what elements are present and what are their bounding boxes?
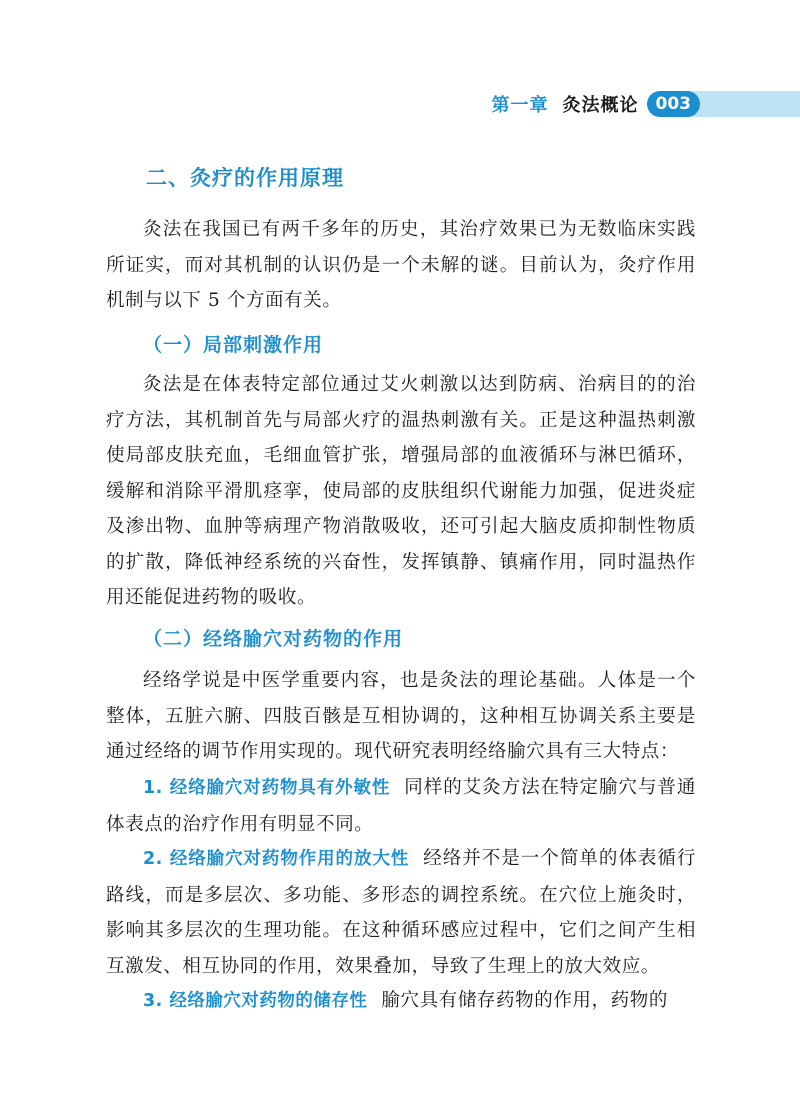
chapter-title: 灸法概论 <box>562 95 639 116</box>
list-item-1 <box>106 770 696 842</box>
paragraph-meridian-theory: 经络学说是中医学重要内容，也是灸法的理论基础。人体是一个整体，五脏六腑、四肢百骸是互相协调的，这种相互协调关系主要是通过经络的调节作用实现的。现代研究表明经络腧穴具有三大特点： <box>106 670 696 762</box>
list-item-3-text: 腧穴具有储存药物的作用，药物的 <box>381 990 668 1011</box>
section-intro: 灸法在我国已有两千多年的历史，其治疗效果已为无数临床实践所证实，而对其机制的认识仍是一个未解的谜。目前认为，灸疗作用机制与以下 5 个方面有关。 <box>106 219 696 311</box>
list-item-3 <box>106 983 696 1020</box>
section-heading: 二、灸疗的作用原理 <box>146 166 344 190</box>
chapter-label: 第一章 <box>491 95 549 116</box>
page-number: 003 <box>647 91 701 117</box>
list-item-2-title: 2. 经络腧穴对药物作用的放大性 <box>143 849 410 869</box>
running-header <box>492 89 701 119</box>
list-item-1-text: 同样的艾灸方法在特定腧穴与普通体表点的治疗作用有明显不同。 <box>106 777 696 835</box>
subheading-meridian-effect: （二）经络腧穴对药物的作用 <box>143 628 404 650</box>
list-item-2-text: 经络并不是一个简单的体表循行路线，而是多层次、多功能、多形态的调控系统。在穴位上施灸时，影响其多层次的生理功能。在这种循环感应过程中，它们之间产生相互激发、相互协同的作用，效果叠加，导致了生理上的放大效应。 <box>106 848 696 977</box>
list-item-2 <box>106 841 696 984</box>
list-item-1-title: 1. 经络腧穴对药物具有外敏性 <box>143 778 391 798</box>
subheading-local-stimulation: （一）局部刺激作用 <box>143 334 324 356</box>
paragraph-local-stimulation: 灸法是在体表特定部位通过艾火刺激以达到防病、治病目的的治疗方法，其机制首先与局部火疗的温热刺激有关。正是这种温热刺激使局部皮肤充血，毛细血管扩张，增强局部的血液循环与淋巴循环，缓解和消除平滑肌痉挛，使局部的皮肤组织代谢能力加强，促进炎症及渗出物、血肿等病理产物消散吸收，还可引起大脑皮质抑制性物质的扩散，降低神经系统的兴奋性，发挥镇静、镇痛作用，同时温热作用还能促进药物的吸收。 <box>106 374 696 608</box>
list-item-3-title: 3. 经络腧穴对药物的储存性 <box>143 991 368 1011</box>
